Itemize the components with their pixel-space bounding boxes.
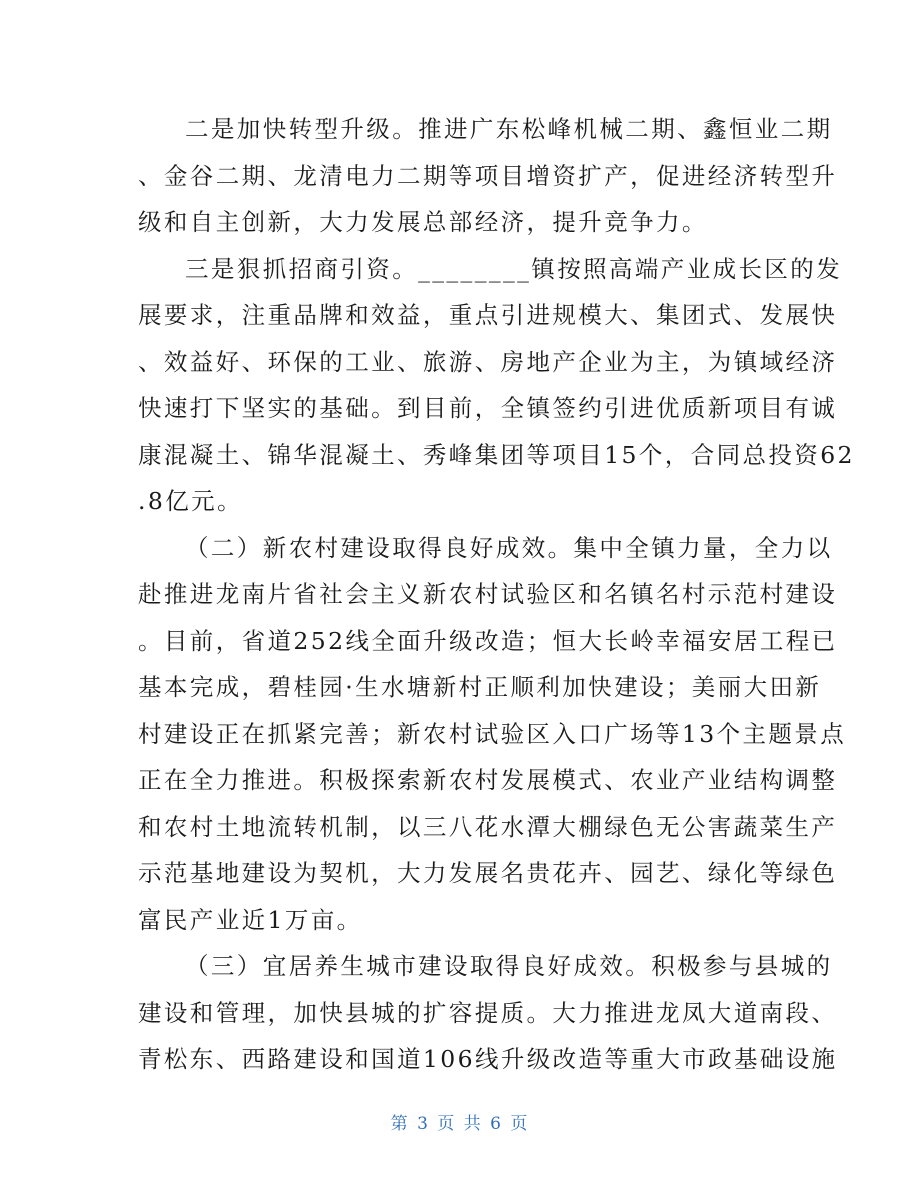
paragraph-line: 二是加快转型升级。推进广东松峰机械二期、鑫恒业二期 xyxy=(185,115,833,143)
paragraph-line: 三是狠抓招商引资。________镇按照高端产业成长区的发 xyxy=(185,254,843,283)
paragraph-line: 建设和管理，加快县城的扩容提质。大力推进龙凤大道南段、 xyxy=(138,998,838,1027)
paragraph-line: 村建设正在抓紧完善；新农村试验区入口广场等13个主题景点 xyxy=(138,719,847,748)
paragraph-line: 展要求，注重品牌和效益，重点引进规模大、集团式、发展快 xyxy=(138,301,838,329)
paragraph-line: 快速打下坚实的基础。到目前，全镇签约引进优质新项目有诚 xyxy=(138,394,838,422)
paragraph-line: 青松东、西路建设和国道106线升级改造等重大市政基础设施 xyxy=(138,1045,838,1073)
paragraph-line: 、金谷二期、龙清电力二期等项目增资扩产，促进经济转型升 xyxy=(138,161,838,190)
paragraph-line: （二）新农村建设取得良好成效。集中全镇力量，全力以 xyxy=(185,533,833,562)
paragraph-line: 赴推进龙南片省社会主义新农村试验区和名镇名村示范村建设 xyxy=(138,580,838,608)
paragraph-line: 富民产业近1万亩。 xyxy=(138,905,363,934)
paragraph-line: 示范基地建设为契机，大力发展名贵花卉、园艺、绿化等绿色 xyxy=(138,859,838,887)
document-body xyxy=(138,106,855,1083)
paragraph-line: 基本完成，碧桂园·生水塘新村正顺利加快建设；美丽大田新 xyxy=(138,673,822,701)
paragraph-line: 正在全力推进。积极探索新农村发展模式、农业产业结构调整 xyxy=(138,766,838,794)
page-number-footer: 第 3 页 共 6 页 xyxy=(390,1114,530,1134)
paragraph-line: 级和自主创新，大力发展总部经济，提升竞争力。 xyxy=(138,208,708,236)
paragraph-line: .8亿元。 xyxy=(138,487,243,515)
paragraph-line: 康混凝土、锦华混凝土、秀峰集团等项目15个，合同总投资62 xyxy=(138,440,855,469)
paragraph-line: 。目前，省道252线全面升级改造；恒大长岭幸福安居工程已 xyxy=(138,626,838,655)
paragraph-line: 、效益好、环保的工业、旅游、房地产企业为主，为镇域经济 xyxy=(138,347,838,376)
paragraph-line: 和农村土地流转机制，以三八花水潭大棚绿色无公害蔬菜生产 xyxy=(138,812,838,841)
paragraph-line: （三）宜居养生城市建设取得良好成效。积极参与县城的 xyxy=(185,952,833,980)
